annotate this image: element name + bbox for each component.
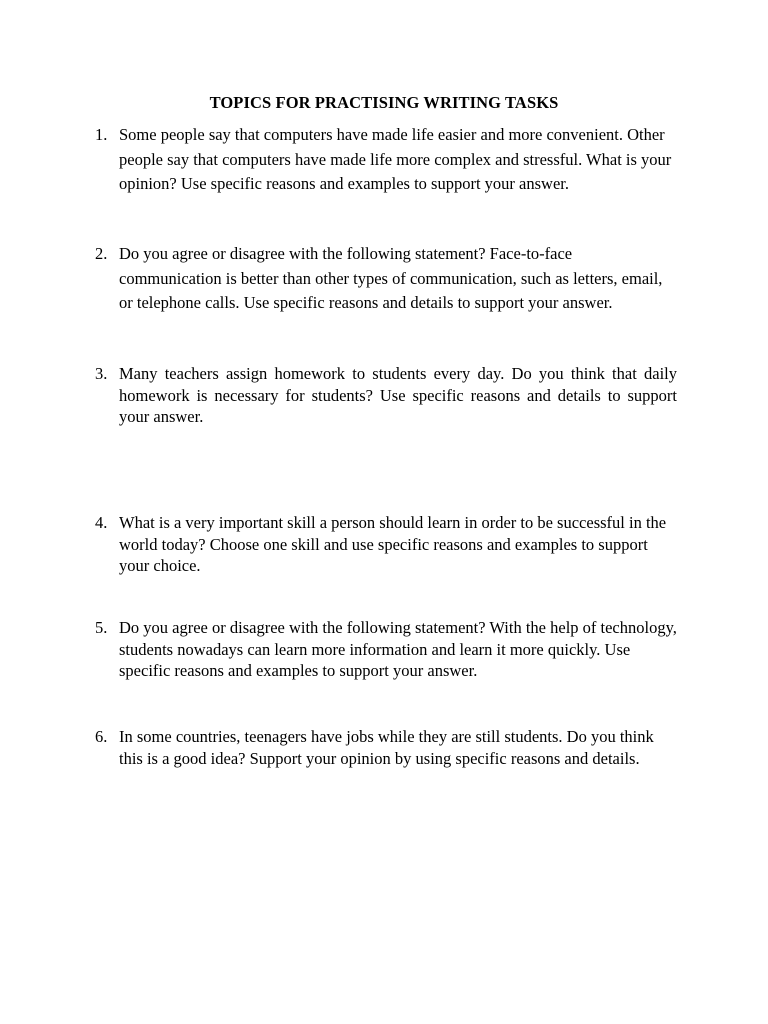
topic-number: 3.: [95, 364, 108, 383]
topic-item-6: [95, 726, 677, 769]
topic-text: In some countries, teenagers have jobs while they are still students. Do you think this is a good idea? Support your opinion by using specific reasons and details.: [119, 727, 654, 768]
topic-number: 2.: [95, 244, 108, 263]
topic-item-1: [95, 123, 677, 197]
topic-number: 1.: [95, 125, 108, 144]
topic-item-3: [95, 363, 677, 428]
topic-item-5: [95, 617, 677, 682]
topic-text: Do you agree or disagree with the following statement? Face-to-face communication is better than other types of communication, such as letters, email, or telephone calls. Use specific reasons and details to support your answer.: [119, 244, 663, 312]
topic-text: What is a very important skill a person should learn in order to be successful in the world today? Choose one skill and use specific reasons and examples to support your choice.: [119, 513, 667, 575]
topic-text: Many teachers assign homework to students every day. Do you think that daily homework is necessary for students? Use specific reasons and details to support your answer.: [119, 364, 677, 426]
topic-text: Do you agree or disagree with the following statement? With the help of technology, students nowadays can learn more information and learn it more quickly. Use specific reasons and examples to support your answer.: [119, 618, 677, 680]
topic-number: 5.: [95, 618, 108, 637]
topic-text: Some people say that computers have made life easier and more convenient. Other people say that computers have made life more complex and stressful. What is your opinion? Use specific reasons and examples to support your answer.: [119, 125, 672, 193]
topic-item-2: [95, 242, 677, 316]
document-title: TOPICS FOR PRACTISING WRITING TASKS: [209, 93, 559, 112]
topic-number: 6.: [95, 727, 108, 746]
topic-number: 4.: [95, 513, 108, 532]
topic-item-4: [95, 512, 677, 577]
